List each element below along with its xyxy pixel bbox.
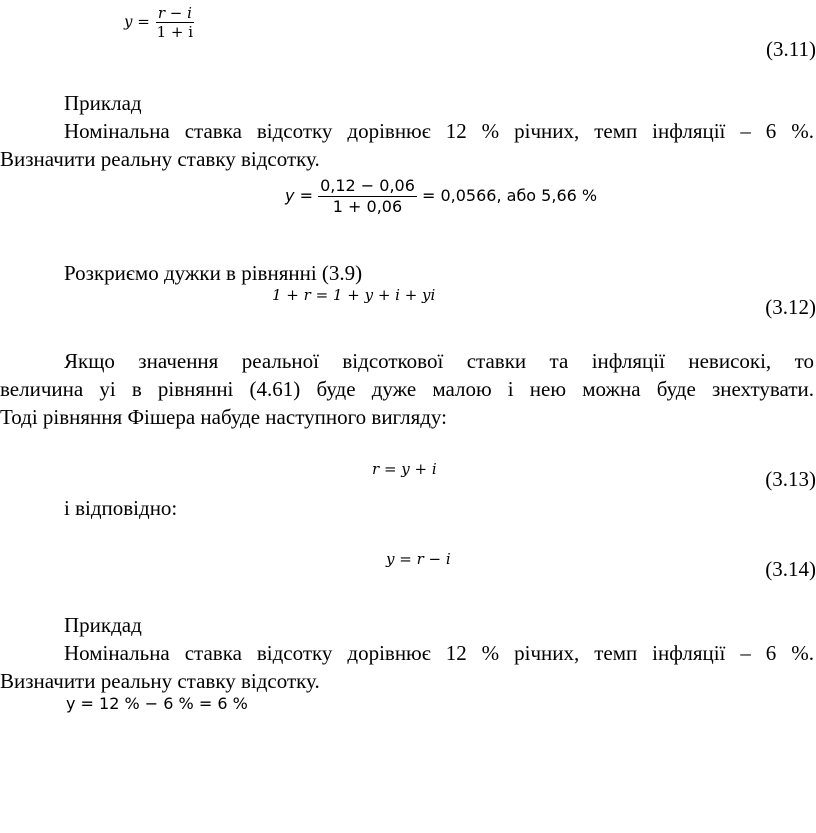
denominator: 1 + i bbox=[156, 23, 194, 41]
fraction bbox=[318, 176, 417, 217]
formula-3-12: 1 + r = 1 + y + i + yi bbox=[272, 286, 436, 304]
formula-3-14: y = r − i bbox=[386, 550, 451, 568]
paragraph-line-3: Тоді рівняння Фішера набуде наступного вигляду: bbox=[0, 405, 447, 429]
formula-lhs: y bbox=[124, 12, 133, 31]
equation-number-3-11: (3.11) bbox=[766, 37, 816, 61]
equation-number-3-13: (3.13) bbox=[765, 467, 816, 491]
example-task-line: Визначити реальну ставку відсотку. bbox=[0, 669, 320, 693]
paragraph-line-2: величина yi в рівнянні (4.61) буде дуже малою і нею можна буде знехтувати. bbox=[0, 377, 814, 401]
example-formula bbox=[285, 176, 597, 217]
example-heading: Приклад bbox=[64, 91, 142, 115]
denominator: 1 + 0,06 bbox=[332, 197, 403, 216]
equals-sign: = bbox=[299, 186, 313, 205]
formula-lhs: y bbox=[285, 186, 295, 205]
brackets-text: Розкриємо дужки в рівнянні (3.9) bbox=[64, 261, 363, 285]
example-formula: y = 12 % − 6 % = 6 % bbox=[66, 694, 248, 713]
example-task-line: Визначити реальну ставку відсотку. bbox=[0, 147, 320, 171]
equals-sign: = bbox=[137, 12, 150, 31]
example-condition-line: Номінальна ставка відсотку дорівнює 12 % річних, темп інфляції – 6 %. bbox=[64, 119, 814, 143]
formula-3-11 bbox=[124, 4, 195, 41]
formula-result: = 0,0566, або 5,66 % bbox=[421, 186, 598, 205]
numerator: r − i bbox=[157, 4, 192, 22]
equation-number-3-14: (3.14) bbox=[765, 557, 816, 581]
accordingly-text: і відповідно: bbox=[64, 496, 178, 520]
fraction bbox=[155, 4, 195, 41]
example-heading: Прикдад bbox=[64, 613, 142, 637]
equation-number-3-12: (3.12) bbox=[765, 295, 816, 319]
paragraph-line-1: Якщо значення реальної відсоткової ставки та інфляції невисокі, то bbox=[64, 349, 814, 373]
formula-3-13: r = y + i bbox=[372, 460, 437, 478]
numerator: 0,12 − 0,06 bbox=[320, 176, 415, 195]
example-condition-line: Номінальна ставка відсотку дорівнює 12 % річних, темп інфляції – 6 %. bbox=[64, 641, 814, 665]
